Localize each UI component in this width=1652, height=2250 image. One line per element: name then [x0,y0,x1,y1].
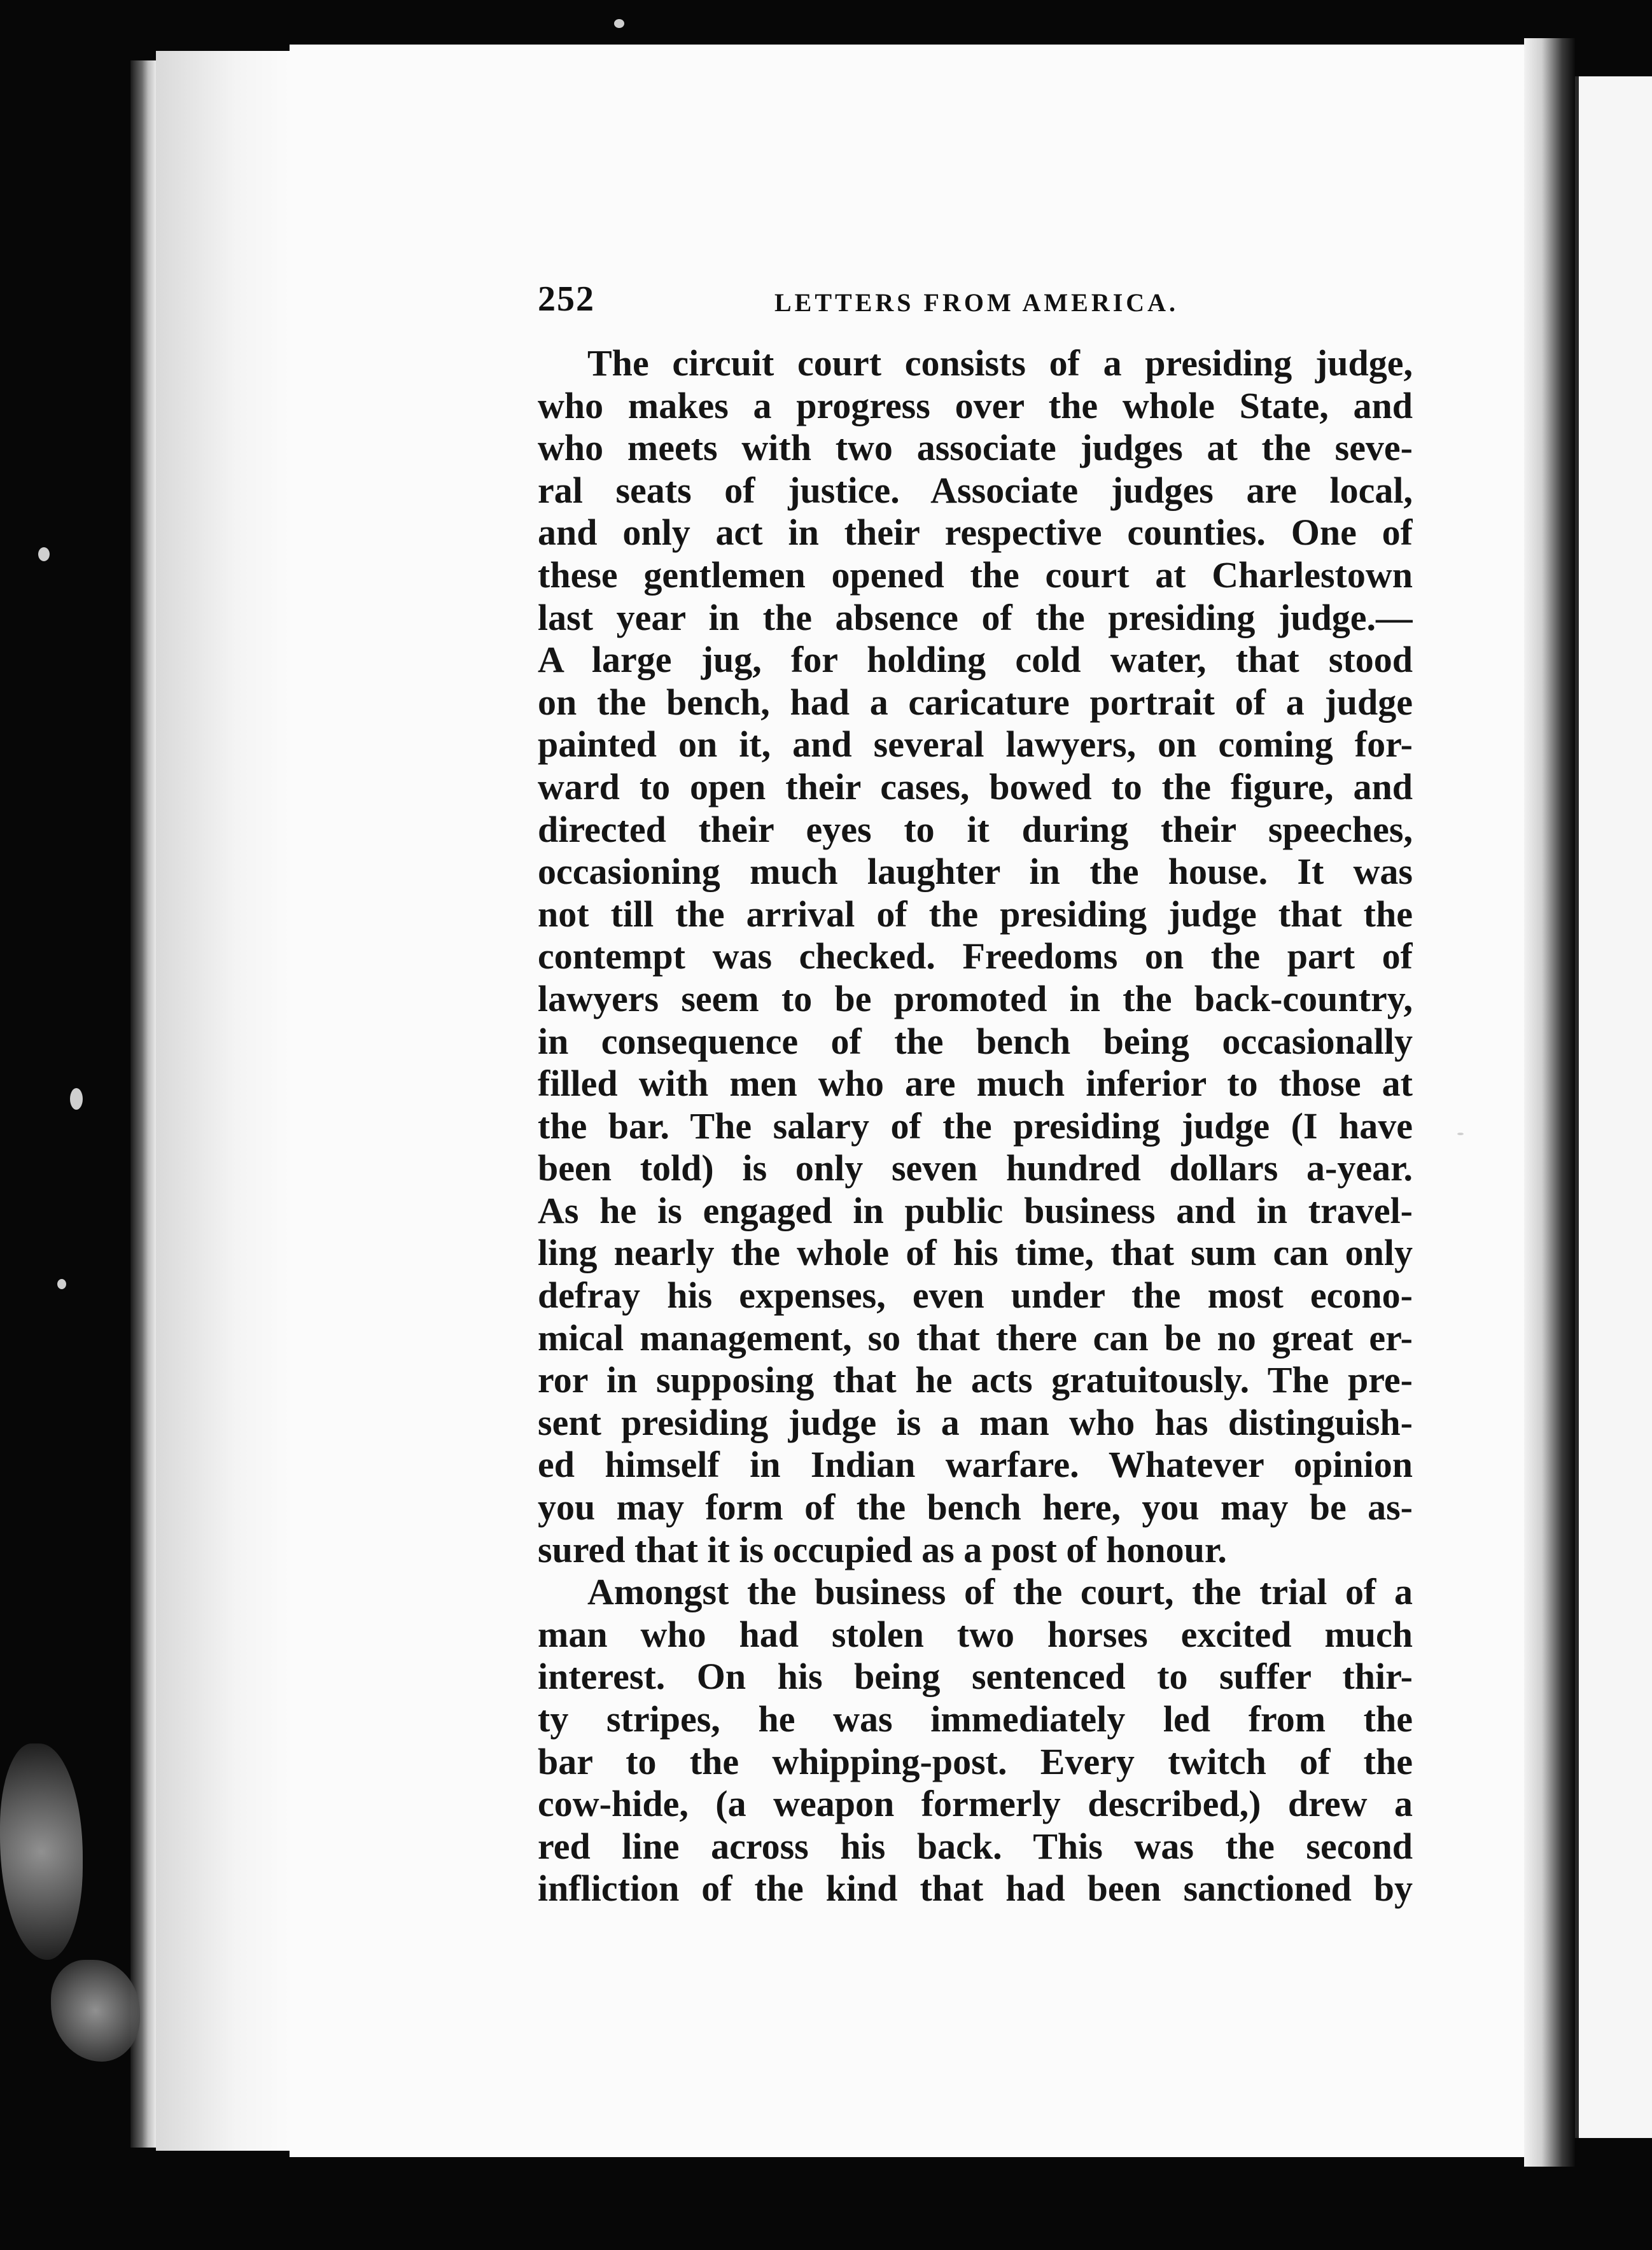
text-line: been told) is only seven hundred dollars a-year. [538,1147,1413,1189]
scan-speck [1457,1133,1464,1135]
text-line: directed their eyes to it during their speeches, [538,808,1413,850]
text-line: defray his expenses, even under the most econo- [538,1275,1413,1317]
text-line: not till the arrival of the presiding judge that the [538,893,1413,935]
text-line: filled with men who are much inferior to those at [538,1063,1413,1105]
scan-speck [38,547,50,561]
text-line: who meets with two associate judges at the seve- [538,427,1413,469]
text-line: red line across his back. This was the second [538,1825,1413,1867]
page-number: 252 [538,279,595,319]
text-line: painted on it, and several lawyers, on coming for- [538,723,1413,765]
text-line: sured that it is occupied as a post of honour. [538,1528,1227,1570]
text-line: these gentlemen opened the court at Charlestown [538,554,1413,596]
text-line: contempt was checked. Freedoms on the part of [538,935,1413,977]
text-line: man who had stolen two horses excited much [538,1613,1413,1655]
scan-speck [70,1088,83,1110]
text-line: sent presiding judge is a man who has distinguish- [538,1401,1413,1443]
text-line: bar to the whipping-post. Every twitch of the [538,1740,1413,1782]
text-line: the bar. The salary of the presiding judge (I have [538,1105,1413,1147]
text-line: interest. On his being sentenced to suffer thir- [538,1656,1413,1698]
text-line: and only act in their respective counties. One of [538,512,1413,554]
text-line: ror in supposing that he acts gratuitously. The pre- [538,1359,1413,1401]
text-line: lawyers seem to be promoted in the back-country, [538,977,1413,1019]
running-title: LETTERS FROM AMERICA. [774,288,1179,317]
text-line: on the bench, had a caricature portrait of a judge [538,681,1413,723]
scan-stain [51,1960,140,2062]
text-line: infliction of the kind that had been sanctioned by [538,1868,1413,1910]
page-fore-edge [1524,38,1575,2167]
scan-speck [614,19,624,28]
page-gutter-shadow [156,51,290,2151]
body-text [538,342,1413,1910]
running-header [538,279,1413,330]
text-line: ral seats of justice. Associate judges are local, [538,469,1413,511]
text-line: ward to open their cases, bowed to the figure, and [538,765,1413,807]
text-line: mical management, so that there can be no great er- [538,1317,1413,1359]
text-line: The circuit court consists of a presiding judge, [587,342,1413,384]
text-line: in consequence of the bench being occasionally [538,1020,1413,1062]
text-line: ed himself in Indian warfare. Whatever opinion [538,1444,1413,1486]
text-line: who makes a progress over the whole State, and [538,384,1413,426]
text-line: cow-hide, (a weapon formerly described,) drew a [538,1783,1413,1825]
text-line: occasioning much laughter in the house. It was [538,851,1413,893]
text-line: ling nearly the whole of his time, that sum can only [538,1232,1413,1274]
text-line: ty stripes, he was immediately led from the [538,1698,1413,1740]
book-binding-edge [130,60,156,2148]
text-line: you may form of the bench here, you may be as- [538,1486,1413,1528]
text-line: Amongst the business of the court, the trial of a [587,1571,1413,1613]
scan-speck [57,1279,66,1289]
text-line: As he is engaged in public business and in travel- [538,1189,1413,1231]
text-line: A large jug, for holding cold water, that stood [538,639,1413,681]
text-line: last year in the absence of the presiding judge.— [538,596,1413,638]
scan-stain [0,1743,83,1960]
adjacent-page-edge [1575,76,1652,2138]
